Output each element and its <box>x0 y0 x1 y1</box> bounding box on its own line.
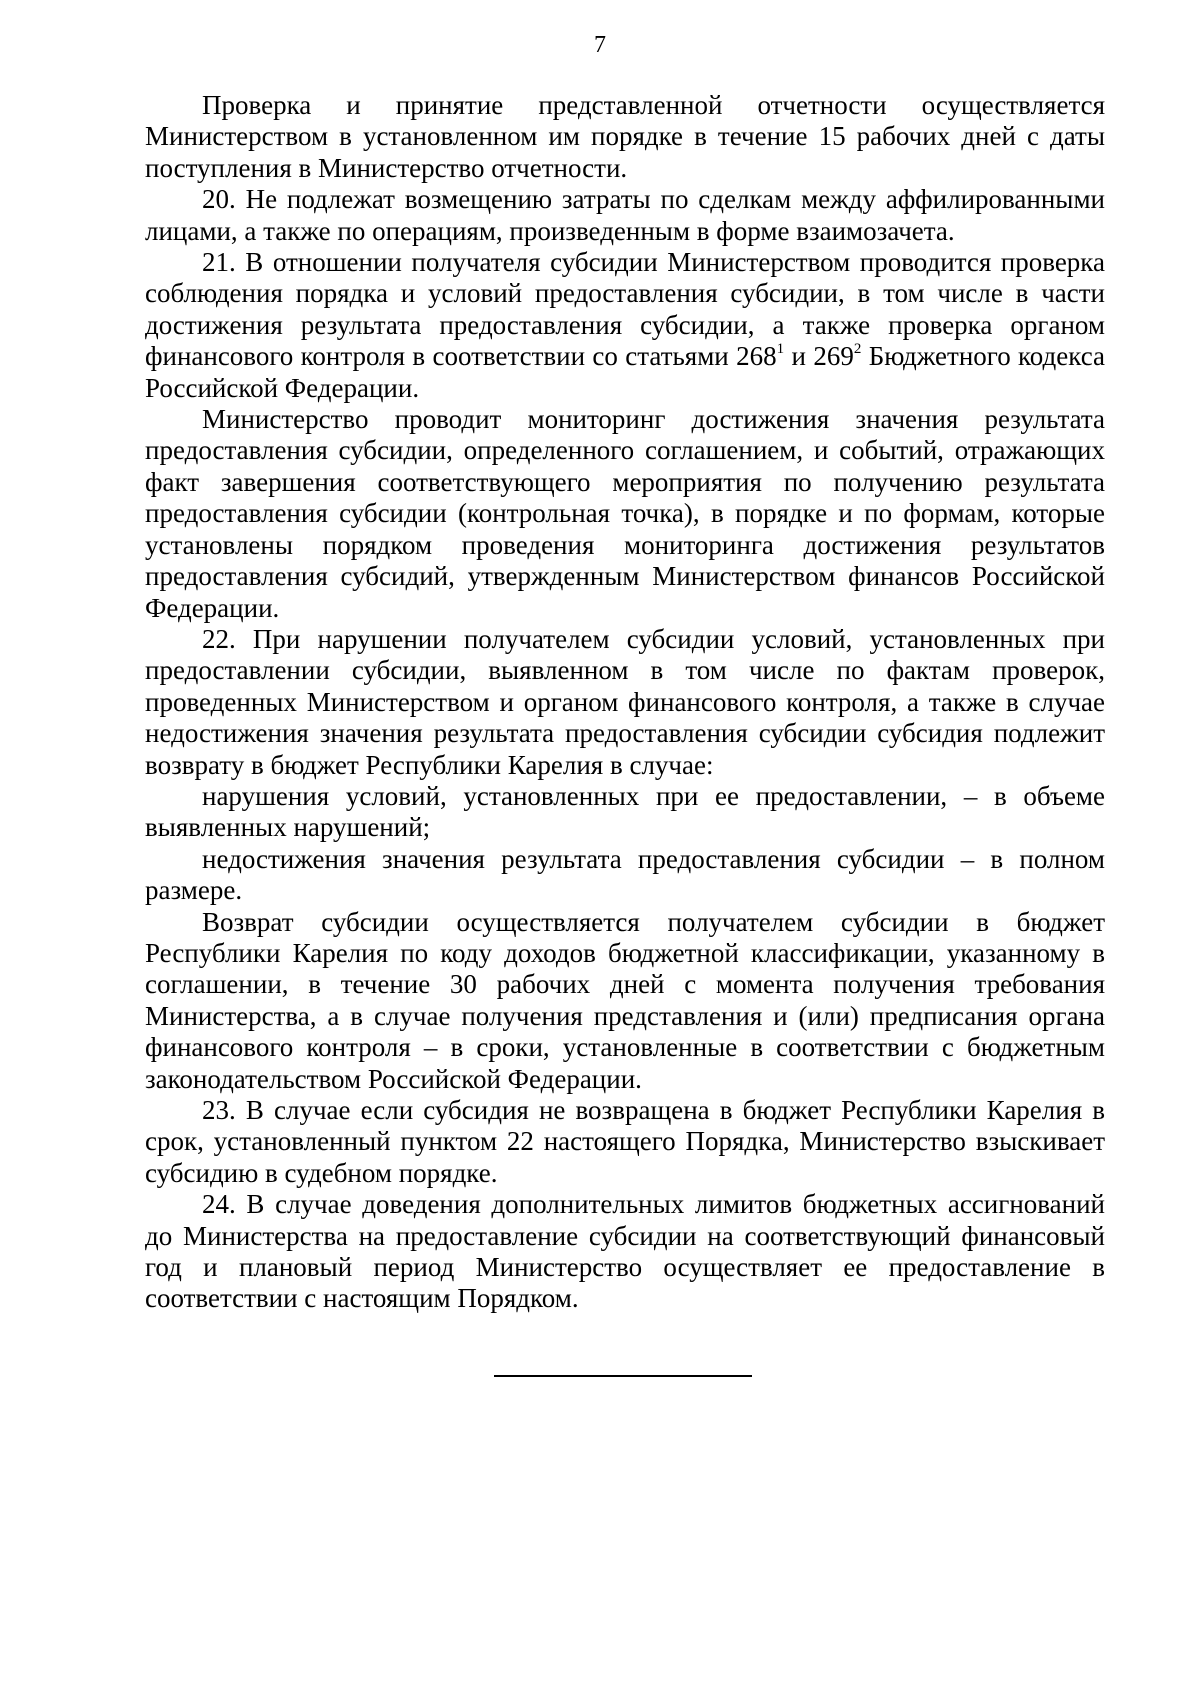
page-number: 7 <box>594 32 606 58</box>
paragraph-21-text-end: Бюджетного кодекса Российской Федерации. <box>145 341 1105 403</box>
paragraph-monitoring: Министерство проводит мониторинг достижения значения результата предоставления субсидии, определенного соглашением, и событий, отражающих факт завершения соответствующего мероприятия по получению результата предоставления субсидии (контрольная точка), в порядке и по формам, которые установлены порядком проведения мониторинга достижения результатов предоставления субсидий, утвержденным Министерством финансов Российской Федерации. <box>145 404 1105 623</box>
footnote-superscript-1: 1 <box>776 341 785 358</box>
paragraph-report-check: Проверка и принятие представленной отчетности осуществляется Министерством в установленном им порядке в течение 15 рабочих дней с даты поступления в Министерство отчетности. <box>145 90 1105 183</box>
paragraph-22: 22. При нарушении получателем субсидии условий, установленных при предоставлении субсидии, выявленном в том числе по фактам проверок, проведенных Министерством и органом финансового контроля, а также в случае недостижения значения результата предоставления субсидии субсидия подлежит возврату в бюджет Республики Карелия в случае: <box>145 623 1105 780</box>
paragraph-24: 24. В случае доведения дополнительных лимитов бюджетных ассигнований до Министерства на предоставление субсидии на соответствующий финансовый год и плановый период Министерство осуществляет ее предоставление в соответствии с настоящим Порядком. <box>145 1189 1105 1314</box>
footnote-superscript-2: 2 <box>853 341 862 358</box>
paragraph-nonachievement-case: недостижения значения результата предоставления субсидии – в полном размере. <box>145 843 1105 906</box>
paragraph-21-text-middle: и 269 <box>784 341 854 372</box>
paragraph-refund: Возврат субсидии осуществляется получателем субсидии в бюджет Республики Карелия по коду доходов бюджетной классификации, указанному в соглашении, в течение 30 рабочих дней с момента получения требования Министерства, а в случае получения представления и (или) предписания органа финансового контроля – в сроки, установленные в соответствии с бюджетным законодательством Российской Федерации. <box>145 906 1105 1094</box>
paragraph-violation-case: нарушения условий, установленных при ее предоставлении, – в объеме выявленных нарушений; <box>145 780 1105 843</box>
paragraph-21-text-start: 21. В отношении получателя субсидии Министерством проводится проверка соблюдения порядка и условий предоставления субсидии, в том числе в части достижения результата предоставления субсидии, а также проверка органом финансового контроля в соответствии со статьями 268 <box>145 247 1105 372</box>
paragraph-23: 23. В случае если субсидия не возвращена в бюджет Республики Карелия в срок, установленный пунктом 22 настоящего Порядка, Министерство взыскивает субсидию в судебном порядке. <box>145 1095 1105 1188</box>
paragraph-21 <box>145 247 1105 404</box>
document-body <box>145 90 1105 1315</box>
paragraph-20: 20. Не подлежат возмещению затраты по сделкам между аффилированными лицами, а также по операциям, произведенным в форме взаимозачета. <box>145 184 1105 246</box>
end-of-document-rule <box>494 1375 752 1377</box>
